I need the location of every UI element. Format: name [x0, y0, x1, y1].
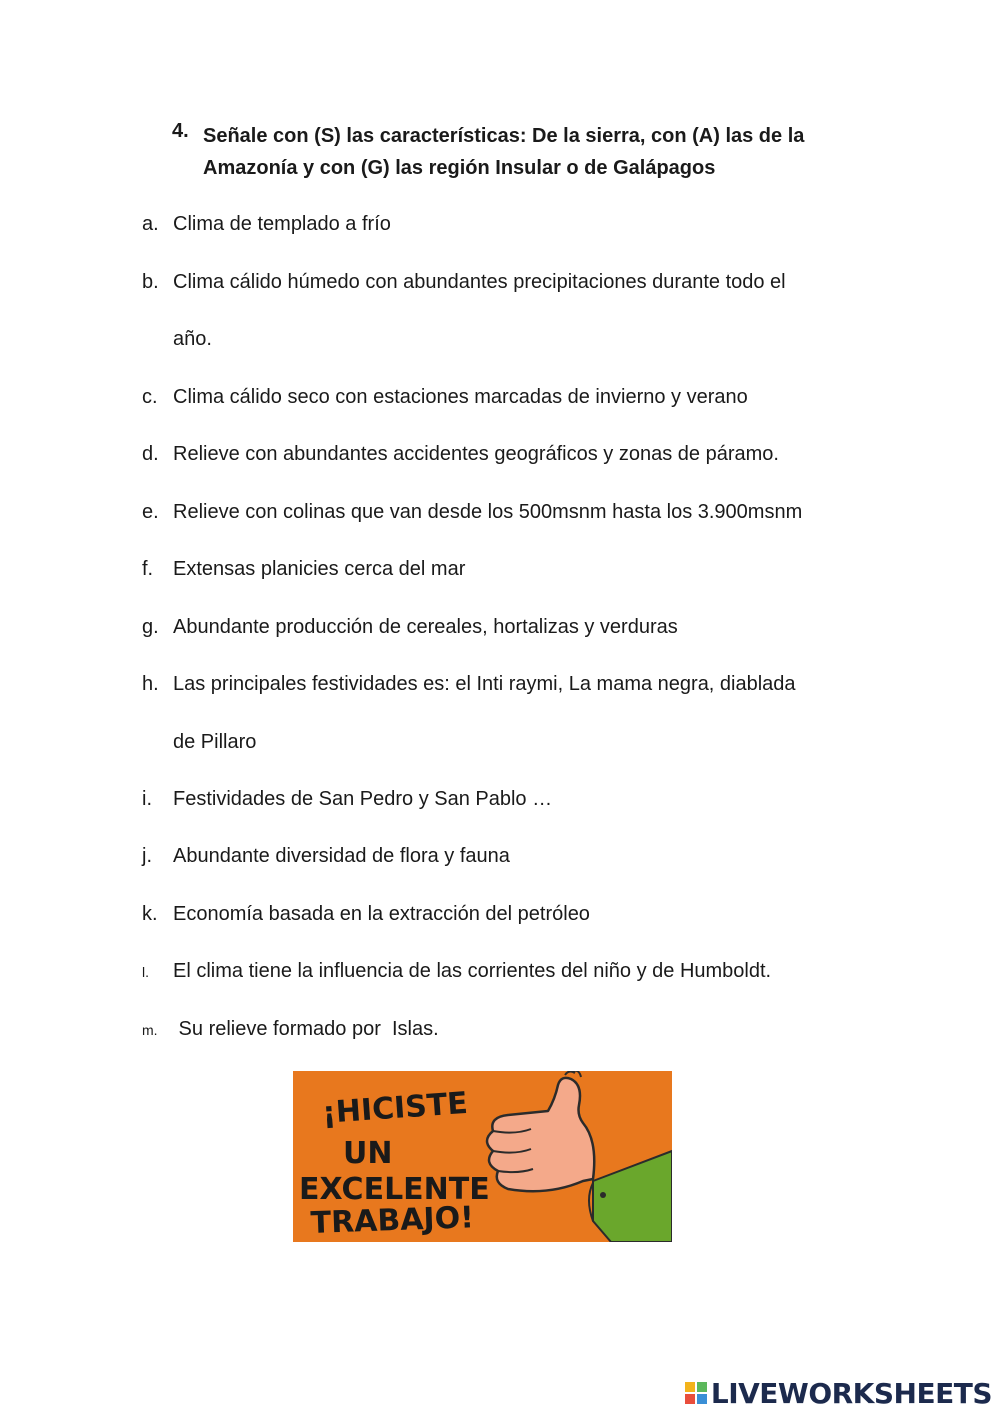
item-text: El clima tiene la influencia de las corrientes del niño y de Humboldt. — [173, 960, 772, 982]
item-text: Economía basada en la extracción del petróleo — [173, 903, 590, 925]
banner-line-4: TRABAJO! — [310, 1200, 475, 1241]
banner-line-2: UN — [343, 1136, 393, 1171]
banner-line-1: ¡HICISTE — [321, 1085, 469, 1131]
liveworksheets-logo — [685, 1377, 992, 1409]
item-letter: k. — [142, 903, 158, 925]
item-text: Clima de templado a frío — [173, 213, 391, 235]
item-letter: d. — [142, 443, 159, 465]
item-text: Festividades de San Pedro y San Pablo … — [173, 788, 553, 810]
item-text: Clima cálido seco con estaciones marcadas de invierno y verano — [173, 386, 748, 408]
item-letter: f. — [142, 558, 154, 580]
item-letter: h. — [142, 673, 159, 695]
excellent-work-banner — [293, 1071, 672, 1242]
question-text: Señale con (S) las características: De la sierra, con (A) las de la Amazonía y con (G) las región Insular o de Galápagos — [203, 125, 805, 179]
item-letter: g. — [142, 616, 159, 638]
item-letter: m. — [142, 1022, 158, 1038]
item-text-continuation: año. — [173, 328, 212, 350]
item-text: Relieve con colinas que van desde los 500msnm hasta los 3.900msnm — [173, 501, 803, 523]
item-text: Abundante diversidad de flora y fauna — [173, 845, 510, 867]
banner-line-3: EXCELENTE — [299, 1172, 490, 1207]
item-letter: i. — [142, 788, 152, 810]
item-text: Abundante producción de cereales, hortalizas y verduras — [173, 616, 678, 638]
item-text: Extensas planicies cerca del mar — [173, 558, 466, 580]
item-text: Relieve con abundantes accidentes geográficos y zonas de páramo. — [173, 443, 779, 465]
brand-name: LIVEWORKSHEETS — [710, 1376, 992, 1410]
item-letter: c. — [142, 386, 158, 408]
item-text: Las principales festividades es: el Inti raymi, La mama negra, diablada — [173, 673, 796, 695]
item-letter: j. — [142, 845, 152, 867]
item-text-continuation: de Pillaro — [173, 731, 257, 753]
item-text: Su relieve formado por Islas. — [173, 1018, 439, 1040]
question-number: 4. — [172, 120, 189, 142]
liveworksheets-icon — [685, 1382, 707, 1404]
item-letter: l. — [142, 964, 149, 980]
item-letter: b. — [142, 271, 159, 293]
item-letter: a. — [142, 213, 159, 235]
item-text: Clima cálido húmedo con abundantes precipitaciones durante todo el — [173, 271, 786, 293]
item-letter: e. — [142, 501, 159, 523]
